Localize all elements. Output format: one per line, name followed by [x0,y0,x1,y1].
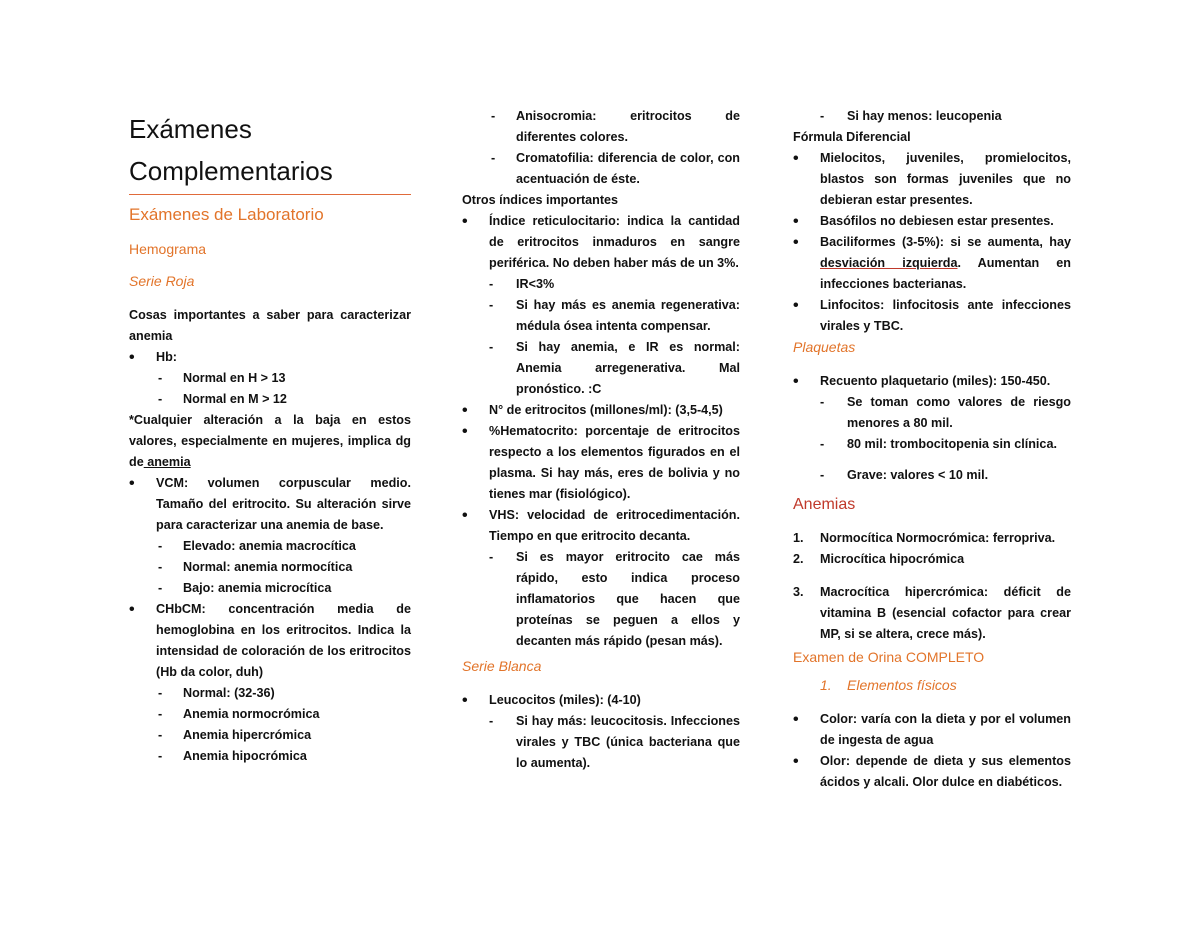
formula-heading: Fórmula Diferencial [793,130,911,144]
chbcm-sub-item: - Normal: (32-36) [129,683,411,704]
reticulocitario-item: • Índice reticulocitario: indica la cantidad de eritrocitos inmaduros en sangre periférica. No deben haber más de un 3%. [462,211,740,274]
lab-heading: Exámenes de Laboratorio [129,205,324,224]
fisicos-num: 1. [820,677,832,693]
fisicos-list [793,709,1071,793]
anemia-num: 3. [793,585,804,599]
hb-item: • Hb: [129,347,411,368]
vcm-item: • VCM: volumen corpuscular medio. Tamaño del eritrocito. Su alteración sirve para caracterizar una anemia de base. [129,473,411,536]
hemograma-heading: Hemograma [129,241,207,257]
hb-sub-item: - Normal en H > 13 [129,368,411,389]
anemia-item [793,582,1071,645]
plaquetas-sub-item: - 80 mil: trombocitopenia sin clínica. [820,434,1071,455]
vcm-sub-item: - Elevado: anemia macrocítica [129,536,411,557]
leucopenia-item: - Si hay menos: leucopenia [820,106,1071,127]
document-title-line2: Complementarios [129,156,333,186]
anemia-note-link: anemia [143,455,191,469]
anemia-item [793,528,1071,549]
vcm-sub-item: - Bajo: anemia microcítica [129,578,411,599]
chbcm-sub-item: - Anemia hipocrómica [129,746,411,767]
fisicos-text: Elementos físicos [847,677,957,693]
anemia-text: Macrocítica hipercrómica: déficit de vitamina B (esencial cofactor para crear MP, si se altera, crece más). [820,585,1071,641]
title-rule [129,194,411,195]
leucocitos-sub-item: - Si hay más: leucocitosis. Infecciones virales y TBC (única bacteriana que lo aumenta). [489,711,740,774]
anemia-text: Normocítica Normocrómica: ferropriva. [820,531,1056,545]
anemia-note-text: *Cualquier alteración a la baja en estos valores, especialmente en mujeres, implica dg de [129,413,411,469]
plaquetas-list [793,371,1071,486]
serie-blanca-heading: Serie Blanca [462,658,542,674]
formula-list [793,148,1071,337]
document-title-line1: Exámenes [129,114,252,144]
recuento-item: • Recuento plaquetario (miles): 150-450. [793,371,1071,392]
mielocitos-item: • Mielocitos, juveniles, promielocitos, blastos son formas juveniles que no debieran estar presentes. [793,148,1071,211]
leucocitos-item: • Leucocitos (miles): (4-10) [462,690,740,711]
leucopenia-list [793,106,1071,127]
indices-list [129,473,411,767]
column-2 [462,106,740,774]
hematocrito-item: • %Hematocrito: porcentaje de eritrocitos respecto a los elementos figurados en el plasma. Si hay más, eres de bolivia y no tienes mar (fisiológico). [462,421,740,505]
plaquetas-heading: Plaquetas [793,339,856,355]
serie-roja-heading: Serie Roja [129,273,195,289]
cromatofilia-item: - Cromatofilia: diferencia de color, con acentuación de éste. [462,148,740,190]
vhs-item: • VHS: velocidad de eritrocedimentación. Tiempo en que eritrocito decanta. [462,505,740,547]
spacer [793,570,1071,582]
leucocitos-list [462,690,740,774]
hb-sub-item: - Normal en M > 12 [129,389,411,410]
anemias-heading: Anemias [793,496,856,513]
baciliformes-item [793,232,1071,295]
color-list [462,106,740,190]
column-3 [793,106,1071,793]
ir-sub-item: - Si hay anemia, e IR es normal: Anemia arregenerativa. Mal pronóstico. :C [489,337,740,400]
chbcm-sub-item: - Anemia normocrómica [129,704,411,725]
vcm-sub-item: - Normal: anemia normocítica [129,557,411,578]
anemia-num: 1. [793,531,804,545]
olor-item: • Olor: depende de dieta y sus elementos ácidos y alcali. Olor dulce en diabéticos. [793,751,1071,793]
vhs-sub-item: - Si es mayor eritrocito cae más rápido, esto indica proceso inflamatorios que hacen que proteínas se peguen a ellos y decanten más rápido (pesan más). [489,547,740,652]
anemia-note [129,410,411,473]
anemia-item [793,549,1071,570]
hb-list [129,347,411,410]
anisocromia-item: - Anisocromia: eritrocitos de diferentes colores. [462,106,740,148]
color-item: • Color: varía con la dieta y por el volumen de ingesta de agua [793,709,1071,751]
column-1 [129,108,411,767]
plaquetas-grave-item: - Grave: valores < 10 mil. [820,465,1071,486]
otros-indices-list [462,211,740,652]
baciliformes-text-b: . Aumentan en infecciones bacterianas. [820,256,1071,291]
fisicos-heading [793,677,1071,693]
basofilos-item: • Basófilos no debiesen estar presentes. [793,211,1071,232]
anemia-num: 2. [793,552,804,566]
chbcm-sub-item: - Anemia hipercrómica [129,725,411,746]
plaquetas-sub-item: - Se toman como valores de riesgo menores a 80 mil. [820,392,1071,434]
desviacion-link: desviación izquierda [820,256,958,270]
otros-indices-heading: Otros índices importantes [462,193,619,207]
chbcm-item: • CHbCM: concentración media de hemoglobina en los eritrocitos. Indica la intensidad de coloración de los eritrocitos (Hb da color, duh) [129,599,411,683]
anemia-text: Microcítica hipocrómica [820,552,965,566]
linfocitos-item: • Linfocitos: linfocitosis ante infecciones virales y TBC. [793,295,1071,337]
ir-sub-item: - Si hay más es anemia regenerativa: médula ósea intenta compensar. [489,295,740,337]
anemias-list [793,528,1071,645]
ir-sub-item: - IR<3% [489,274,740,295]
cosas-intro: Cosas importantes a saber para caracterizar anemia [129,308,411,343]
n-eritrocitos-item: • N° de eritrocitos (millones/ml): (3,5-4,5) [462,400,740,421]
baciliformes-text-a: Baciliformes (3-5%): si se aumenta, hay [820,235,1071,249]
orina-heading: Examen de Orina COMPLETO [793,649,985,665]
spacer [793,455,1071,465]
